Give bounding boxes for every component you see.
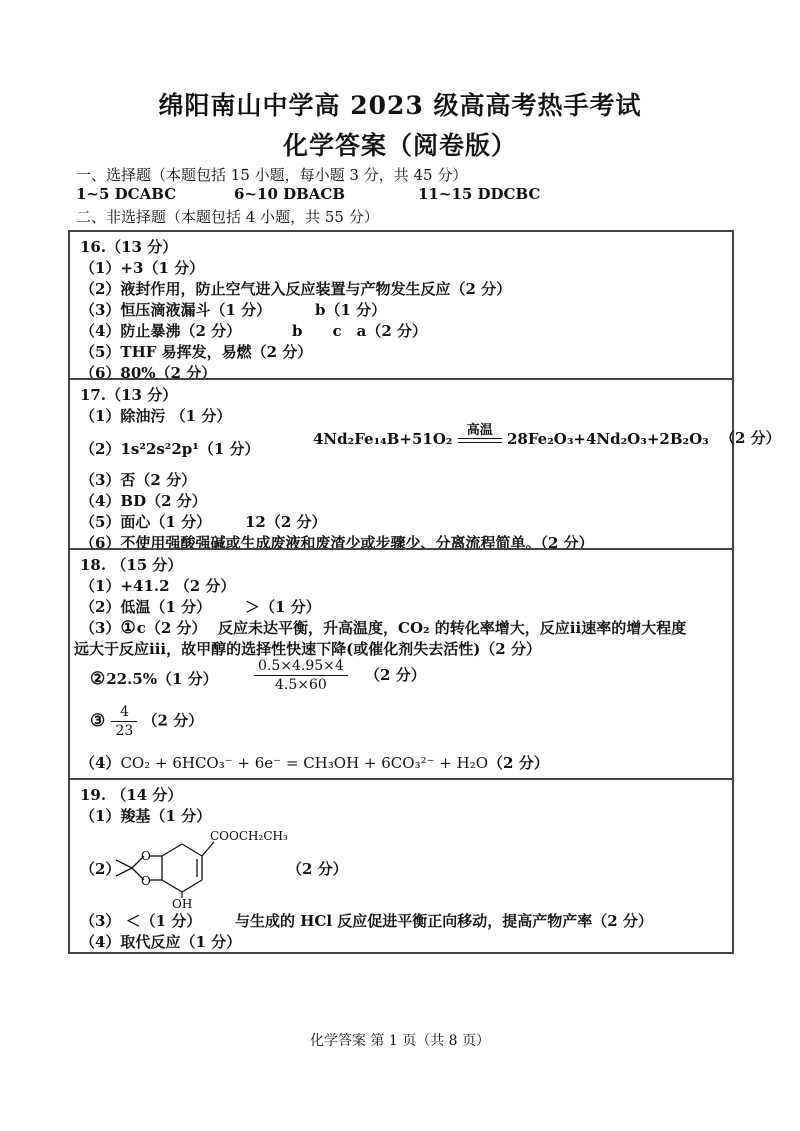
part2-heading: 二、非选择题（本题包括 4 小题，共 55 分） <box>76 208 379 226</box>
fraction-2-score: （2 分） <box>142 711 204 730</box>
answer-group-3: 11~15 DDCBC <box>418 185 541 203</box>
q19-answer-4: （4）取代反应（1 分） <box>80 933 242 951</box>
q17-answer-2 <box>80 438 260 459</box>
q19-answer-2-prefix: （2） <box>80 860 121 878</box>
equation-products: 28Fe₂O₃+4Nd₂O₃+2B₂O₃ <box>506 430 709 448</box>
q16-answer-6: （6）80%（2 分） <box>80 364 217 382</box>
q18-3-prefix: （3） <box>80 619 121 637</box>
fraction-denominator: 4.5×60 <box>275 677 327 693</box>
equation-score: （2 分） <box>719 429 781 447</box>
question-19-box <box>68 778 734 954</box>
fraction-2-denominator: 23 <box>115 723 134 739</box>
q18-heading: 18. （15 分） <box>80 556 183 574</box>
condition-label: 高温 <box>466 423 493 438</box>
question-17-box <box>68 378 781 552</box>
q17-answer-3: （3）否（2 分） <box>80 471 197 489</box>
circled-3: ③ <box>90 710 106 731</box>
q17-heading: 17.（13 分） <box>80 386 178 404</box>
q18-4-score: （2 分） <box>488 754 549 772</box>
hydroxyl-label: OH <box>172 897 193 908</box>
q18-3-explanation: 反应未达平衡，升高温度，CO₂ 的转化率增大，反应ii速率的增大程度 <box>218 619 687 637</box>
q17-answer-6: （6）不使用强酸强碱或生成废液和废渣少或步骤少、分离流程简单。（2 分） <box>80 534 594 552</box>
equals-sign <box>458 438 502 443</box>
answer-group-1: 1~5 DCABC <box>76 185 177 203</box>
q16-answer-1: （1）+3（1 分） <box>80 259 205 277</box>
q16-heading: 16.（13 分） <box>80 238 178 256</box>
q18-answer-2b: ＞（1 分） <box>245 598 321 616</box>
q17-answer-2-prefix: （2） <box>80 440 121 458</box>
q18-3-2-answer: 22.5%（1 分） <box>106 670 218 688</box>
fraction-expression <box>254 658 348 693</box>
q18-3-answer: c（2 分） <box>136 619 207 637</box>
q17-answer-2-score: （1 分） <box>198 440 260 458</box>
q18-3-explanation-cont: 远大于反应iii，故甲醇的选择性快速下降(或催化剂失去活性)（2 分） <box>74 640 541 658</box>
q17-answer-1: （1）除油污 （1 分） <box>80 407 232 425</box>
q16-answer-2: （2）液封作用，防止空气进入反应装置与产物发生反应（2 分） <box>80 280 512 298</box>
q18-answer-3-3 <box>90 704 203 739</box>
q19-answer-3b: 与生成的 HCl 反应促进平衡正向移动，提高产物产率（2 分） <box>235 912 653 930</box>
oxygen-label-1: O <box>141 849 151 863</box>
electrode-equation: CO₂ + 6HCO₃⁻ + 6e⁻ = CH₃OH + 6CO₃²⁻ + H₂O <box>120 754 489 772</box>
page-title: 绵阳南山中学高 2023 级高高考热手考试 <box>158 91 642 120</box>
q16-answer-4a: （4）防止暴沸（2 分） <box>80 322 242 340</box>
answer-group-2: 6~10 DBACB <box>234 185 346 203</box>
q18-answer-4 <box>80 752 549 773</box>
electron-config: 1s²2s²2p¹ <box>120 440 199 458</box>
circled-2: ② <box>90 669 106 689</box>
question-18-box <box>68 548 734 780</box>
q16-answer-4b: b c a（2 分） <box>292 322 428 340</box>
oxygen-label-2: O <box>141 874 151 888</box>
fraction-1-score: （2 分） <box>365 665 426 684</box>
q17-answer-5a: （5）面心（1 分） <box>80 513 212 531</box>
part1-heading: 一、选择题（本题包括 15 小题，每小题 3 分，共 45 分） <box>76 166 468 184</box>
q18-answer-2a: （2）低温（1 分） <box>80 598 212 616</box>
q18-4-prefix: （4） <box>80 754 121 772</box>
q17-equation <box>313 424 781 449</box>
q16-answer-5: （5）THF 易挥发，易燃（2 分） <box>80 343 313 361</box>
q18-answer-3-2 <box>90 668 218 689</box>
q17-answer-5b: 12（2 分） <box>245 513 327 531</box>
q19-heading: 19. （14 分） <box>80 786 183 804</box>
equation-reactants: 4Nd₂Fe₁₄B+51O₂ <box>313 430 453 448</box>
q16-answer-3a: （3）恒压滴液漏斗（1 分） <box>80 301 272 319</box>
q18-fraction-1 <box>254 658 426 693</box>
equation-condition <box>458 424 502 449</box>
q19-answer-3a: （3） ＜（1 分） <box>80 912 202 930</box>
q17-answer-4: （4）BD（2 分） <box>80 492 207 510</box>
question-16-box <box>68 230 734 380</box>
ester-substituent-label: COOCH₂CH₃ <box>210 829 288 843</box>
circled-1: ① <box>120 618 136 638</box>
fraction-numerator: 0.5×4.95×4 <box>254 658 348 676</box>
q19-answer-1: （1）羧基（1 分） <box>80 807 212 825</box>
q19-answer-2-score: （2 分） <box>287 860 348 878</box>
fraction-4-23 <box>111 704 137 739</box>
page-subtitle: 化学答案（阅卷版） <box>282 131 517 160</box>
fraction-2-numerator: 4 <box>111 704 137 722</box>
q16-answer-3b: b（1 分） <box>315 301 387 319</box>
q18-answer-1: （1）+41.2 （2 分） <box>80 577 236 595</box>
q18-answer-3 <box>80 617 206 638</box>
page-footer: 化学答案 第 1 页（共 8 页） <box>309 1033 491 1049</box>
